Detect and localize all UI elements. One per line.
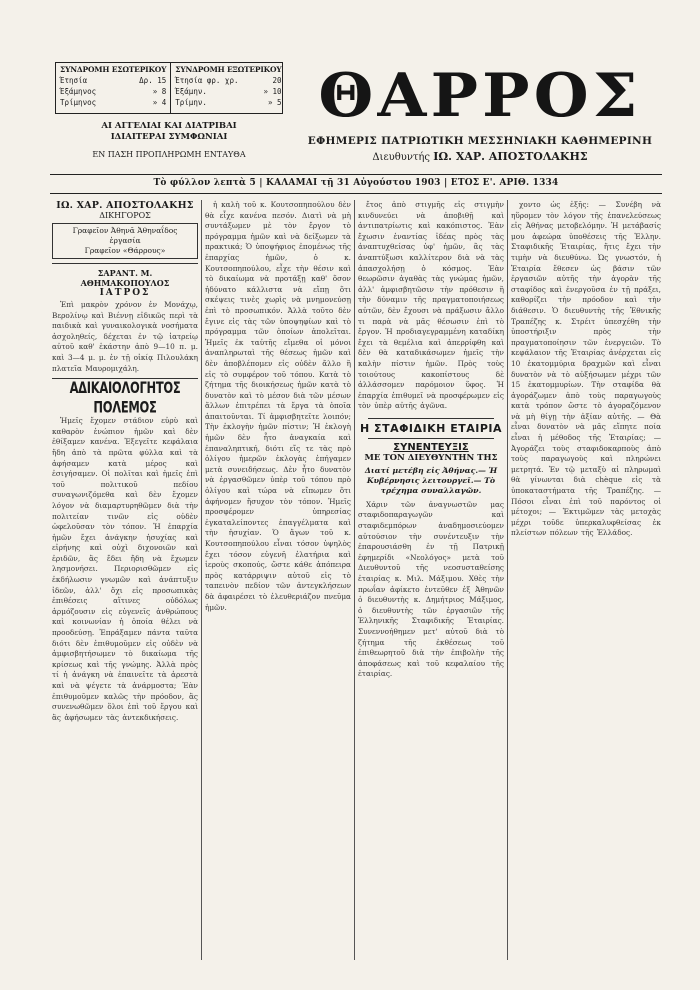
article-paragraph: ἔτος ἀπὸ στιγμῆς εἰς στιγμὴν κινδυνεύει νὰ ἀποβιθῇ καὶ ἀντιπατρίωτις καὶ κακόπιστος. Ἐὰν ἔχωσιν ἐναντίας ἰδέας πρὸς τὰς ἀναπτυχθείσας ὑφ' ἡμῶν, ἂς τὰς ἀναπτύξωσι καλλίτερον διὰ νὰ τὰς ἀπασχολήσῃ ὁ κόσμος. Ἐὰν θεωρῶσιν ἀγαθὰς τὰς γνώμας ἡμῶν, ἀλλ' ἀμφισβητῶσιν τὴν πρόθεσιν ἢ τὴν δύναμιν τῆς πραγματοποιήσεως αὐτῶν, δὲν ἔχουσι νὰ πράξωσιν ἄλλο τι παρὰ νὰ μᾶς θέσωσιν ἐπὶ τὸ ἔργον. Ἡ προδιαγεγραμμένη καταδίκη ἔχει τὰ θεμέλια καὶ ἀπερρίφθη καὶ δὲν θὰ καταδικάσωμεν ἡμεῖς τὴν καλὴν πίστιν ἡμῶν. Πρὸς τοὺς τοιούτους κακοπίστους δὲ ἀλλάσσομεν παρόμοιον ὕφος. Ἡ ἐπαρχία ἐπιθυμεῖ νὰ προσφέρωμεν εἰς τὸν ὑπὲρ αὐτῆς ἀγῶνα. [358, 200, 504, 411]
rate-label: Έτησία [60, 76, 88, 85]
article-body [205, 200, 351, 613]
lawyer-office-box [52, 223, 198, 259]
ads-note-line-2: ΙΔΙΑΙΤΕΡΑΙ ΣΥΜΦΩΝΙΑΙ [110, 132, 228, 142]
interview-continued [511, 200, 661, 539]
article-body [52, 416, 198, 723]
doctor-ad-paragraph: Ἐπὶ μακρὸν χρόνον ἐν Μονάχῳ, Βερολίνῳ καὶ Βιέννῃ εἰδικῶς περὶ τὰ παιδικὰ καὶ γυναικολογικὰ νοσήματα ἀσχοληθείς, δέχεται ἐν τῷ ἰατρείῳ αὐτοῦ καθ' ἑκάστην ἀπὸ 9—10 π. μ. καὶ 3—4 μ. μ. ἐν τῇ οἰκίᾳ Πιλουλάκη πλατεῖα Μαυρομιχάλη. [52, 300, 198, 373]
rate-row [175, 75, 281, 86]
lawyer-ad-name: ΙΩ. ΧΑΡ. ΑΠΟΣΤΟΛΑΚΗΣ [56, 200, 194, 211]
column-rule [507, 200, 508, 960]
newspaper-subtitle: ΕΦΗΜΕΡΙΣ ΠΑΤΡΙΩΤΙΚΗ ΜΕΣΣΗΝΙΑΚΗ ΚΑΘΗΜΕΡΙΝΗ [307, 135, 653, 147]
column-3 [358, 200, 504, 960]
column-2 [205, 200, 351, 960]
rate-row [60, 97, 166, 108]
column-rule [354, 200, 355, 960]
headline-unjustified-war: ΑΔΙΚΑΙΟΛΟΓΗΤΟΣ ΠΟΛΕΜΟΣ [69, 377, 181, 417]
article-rule [368, 438, 494, 439]
rate-row [175, 86, 281, 97]
ads-note [55, 121, 283, 143]
article-subtitle-2: ΜΕ ΤΟΝ ΔΙΕΥΘΥΝΤΗΝ ΤΗΣ [364, 452, 498, 463]
rate-row [175, 97, 281, 108]
doctor-ad-name: ΣΑΡΑΝΤ. Μ. ΑΘΗΜΑΚΟΠΟΥΛΟΣ [80, 268, 170, 288]
article-subtitle: ΣΥΝΕΝΤΕΥΞΙΣ [393, 441, 469, 453]
article-body [358, 200, 504, 412]
director-label: Διευθυντής [372, 152, 431, 163]
rate-label: Τρίμην. [175, 98, 207, 107]
rate-value: » 10 [263, 87, 282, 96]
dateline: Τὸ φύλλον λεπτὰ 5 | ΚΑΛΑΜΑΙ τῇ 31 Αὐγούστου 1903 | ΕΤΟΣ Ε'. ΑΡΙΘ. 1334 [153, 178, 559, 188]
rate-label: Έξάμηνος [60, 87, 97, 96]
doctor-ad-title: ΙΑΤΡΟΣ [99, 288, 151, 298]
interview-body [358, 500, 504, 680]
article-deck: Διατί μετέβη εἰς Ἀθήνας.— Ἡ Κυβέρνησις λειτουργεῖ.— Τὸ τρέχημα συναλλαγῶν. [364, 465, 498, 495]
advance-payment-note: ΕΝ ΠΑΣΗ ΠΡΟΠΛΗΡΩΜΗ ΕΝΤΑΥΘΑ [92, 150, 246, 159]
interview-paragraph: χοντο ὡς ἑξῆς: — Συνέβη νὰ ηὕρομεν τὸν λόγον τῆς ἐπανελεύσεως εἰς Ἀθήνας μετοβελόμην. Ἡ μετάβασίς μου ἀφεώρα ὑποθέσεις τῆς Ἑλλην. Σταφιδικῆς Ἑταιρίας, ἥτις ἔχει τὴν τιμὴν νὰ διευθύνω. Ὡς γνωστόν, ἡ Ἑταιρία ἔθεσεν ὡς βάσιν τῶν ἐργασιῶν αὐτῆς τὴν ἀγορὰν τῆς σταφίδος καὶ ἐνεργοῦσα ἐν τῇ πράξει, καθορίζει τὴν πρόοδον καὶ τὴν διάθεσιν. Ὁ διευθυντὴς τῆς Ἐθνικῆς Τραπέζης κ. Στρέιτ ὑπεσχέθη τὴν ὑποστήριξιν πρὸς τὴν πραγματοποίησιν τῶν ἐνεργειῶν. Τὸ κεφάλαιον τῆς Ἑταιρίας ἀνέρχεται εἰς 10 ἑκατομμύρια δραχμῶν καὶ εἶναι δυνατὸν νὰ τὸ αὐξήσωμεν μέχρι τῶν 15 ἑκατομμυρίων. Τὴν σταφίδα θὰ ἀγοράζωμεν ἀπὸ τοὺς παραγωγοὺς κατὰ τρόπον ὥστε τὸ ἀγοραζόμενον νὰ μὴ θίγῃ τὴν ἀξίαν αὐτῆς. — Θὰ εἶναι δυνατὸν νὰ μᾶς εἴπητε ποία εἶναι ἡ μέθοδος τῆς Ἑταιρίας; — Ἀγοράζει τοὺς σταφιδοκαρποὺς ἀπὸ τοὺς παραγωγοὺς καὶ πληρώνει μετρητά. Ἐν τῷ μεταξὺ αἱ πληρωμαὶ θὰ γίνωνται διὰ chèque εἰς τὰ ὑποκαταστήματα τῆς Τραπέζης. — Πόσοι εἶναι ἐπὶ τοῦ παρόντος οἱ μέτοχοι; — Ἐκτιμῶμεν τὰς μετοχὰς μέχρι τοῦδε ὑπερκαλυφθείσας ἐκ πλείστων πόλεων τῆς Ἑλλάδος. [511, 200, 661, 538]
lawyer-ad-title: ΔΙΚΗΓΟΡΟΣ [99, 211, 151, 220]
rate-label: Έτησία φρ. χρ. [175, 76, 239, 85]
rate-value: » 8 [152, 87, 167, 96]
interview-paragraph: Χάριν τῶν ἀναγνωστῶν μας σταφιδοπαραγωγῶν καὶ σταφιδεμπόρων ἀναδημοσιεύομεν αὐτούσιον τὴν συνέντευξιν τὴν ἐπαρουσιάσθη ἐν τῇ Πατρικῇ ἐφημερίδι «Νεολόγος» μετὰ τοῦ Διευθυντοῦ τῆς νεοσυσταθείσης ἐταιρίας κ. Μιλ. Μάξιμου. Χθὲς τὴν πρωΐαν ἀφίκετο ἐντεῦθεν ἐξ Ἀθηνῶν ὁ διευθυντὴς κ. Δημήτριος Μάξιμος, ὁ διευθυντὴς τῶν ἐργασιῶν τῆς Ἑλληνικῆς Σταφιδικῆς Ἑταιρίας. Συνεννοήθημεν μετ' αὐτοῦ διὰ τὸ ζήτημα τῆς ἐκθέσεως τοῦ ἐπιθεωρητοῦ διὰ τὴν ἐπιβολὴν τῆς ἀποφάσεως καὶ τοῦ κεφαλαίου τῆς ἑταιρίας. [358, 499, 504, 679]
article-paragraph: Ἡμεῖς ἔχομεν στάδιον εὐρὺ καὶ καθαρὸν ἐνώπιον ἡμῶν καὶ δὲν ἐθίξαμεν κανένα. Ἐξεγεῖτε κεφάλαια ἤδη ἀπὸ τὰ πρῶτα φύλλα καὶ τὰ ἀφήσαμεν κατὰ μέρος καὶ ἐσιγήσαμεν. Οἱ πολῖται καὶ ἡμεῖς ἐπὶ τοῦ πολιτικοῦ πεδίου συναγωνιζόμεθα καὶ δὲν ἔχομεν λόγον νὰ διαμαρτυρηθῶμεν διὰ τὴν πολιτείαν τινῶν εἰς οὐδὲν ὠφελοῦσαν τὸν τόπον. Ἡ ἐπαρχία ἡμῶν ἔχει ἀνάγκην ἡσυχίας καὶ εἰρήνης καὶ οὐχὶ διχονοιῶν καὶ ἐριδῶν, ἃς ἔδει ἤδη νὰ ἔχωμεν λησμονήσει. Περιορισθῶμεν εἰς ἐκδήλωσιν γνωμῶν καὶ ἀνάπτυξιν ἰδεῶν, ἀλλ' ὄχι εἰς προσωπικὰς ἐπιθέσεις αἵτινες οὐδόλως ἁρμόζουσιν εἰς εὐγενεῖς ἀνθρώπους καὶ κοινωνίαν ἡ ὁποία θέλει νὰ προοδεύσῃ. Ἐπράξαμεν πάντα ταῦτα διότι δὲν ἐπιθυμοῦμεν εἰς οὐδὲν νὰ ἀμφισβητήσωμεν τὸ δικαίωμα τῆς κρίσεως καὶ τῆς γνώμης. Ἀλλὰ πρὸς τί ἡ ἀνάγκη νὰ ἐπαινεῖτε τὰ ἀρεστὰ καὶ νὰ ψέγετε τὰ ἀνάρμοστα; Ἐὰν ἐπιθυμοῦμεν καλῶς τὴν πρόοδον, ἃς συνενωθῶμεν ὅλοι ἐπὶ τοῦ ἔργου καὶ ἃς ἀφήσωμεν τὰς ἀντεκδικήσεις. [52, 416, 198, 722]
subscription-foreign-heading: ΣΥΝΔΡΟΜΗ ΕΞΩΤΕΡΙΚΟΥ [175, 65, 282, 74]
director-name: ΙΩ. ΧΑΡ. ΑΠΟΣΤΟΛΑΚΗΣ [433, 150, 588, 163]
rate-label: Έξάμην. [175, 87, 207, 96]
subscription-domestic-heading: ΣΥΝΔΡΟΜΗ ΕΣΩΤΕΡΙΚΟΥ [60, 65, 167, 74]
rate-row [60, 86, 166, 97]
director-line [305, 150, 655, 163]
ads-note-line-1: ΑΙ ΑΓΓΕΛΙΑΙ ΚΑΙ ΔΙΑΤΡΙΒΑΙ [101, 121, 237, 131]
dateline-rule-top [50, 174, 662, 175]
article-header [358, 418, 504, 496]
rate-value: Δρ. 15 [139, 76, 167, 85]
office-line: Γραφεῖον Ἀθηνᾶ Ἀθηναΐδος ἐργασία [72, 226, 178, 245]
column-1 [52, 200, 198, 960]
divider [52, 263, 198, 264]
subscription-domestic [56, 63, 170, 113]
article-paragraph: ἡ καλὴ τοῦ κ. Κουτσοπηπούλου δὲν θὰ εἶχε κανένα πεσόν. Διατὶ νὰ μὴ συντάξωμεν μὲ τὸν ἔργον τὸ πρόγραμμα ἡμῶν καὶ νὰ δείξωμεν τὰ πρακτικά; Ὁ ὑποψήφιος ἐπομένως τῆς ἐπαρχίας ἡμῶν, ὁ κ. Κουτσοπηπούλου, εἶχε τὴν θέσιν καὶ τὸ δικαίωμα νὰ προτάξῃ καθ' ὅσον ἠδύνατο κάλλιστα νὰ εἴπῃ ὅτι σκέψεις τινὲς χωρὶς νὰ μνημονεύσῃ ἐπὶ τὸ προσωπικόν. Ἀλλὰ τοῦτο δὲν ἔγινε εἰς τὰς τῶν ὑποψηφίων καὶ τὸ πρόγραμμα τῶν ὁποίων ἀπολεῖται. Ἡμεῖς ἐκ ταὐτῆς εἴμεθα οἱ μόνοι ἀναπληρωταὶ τῆς θέσεως ἡμῶν καὶ δὲν ἀποβλέπομεν εἰς οὐδὲν ἄλλο ἢ εἰς τὸ συμφέρον τοῦ τόπου. Κατὰ τὸ ζήτημα τῆς διοικήσεως ἡμῶν κατὰ τὸ δυνατὸν καὶ τὸ μέσον διὰ τῶν μέσων ἄλλων ἐπιτρέπει τὰ ἔργα τὰ ὁποῖα ἀπαιτοῦνται. Τί ἀμφισβητεῖτε λοιπόν; Τὴν ἐκλογὴν ἡμῶν πίστιν; Ἡ ἐκλογὴ ἡμῶν δὲν ἦτο ἀναγκαία καὶ ἐπαναληπτική, διότι εἴς τε τὰς πρὸ ὀλίγου ἡμερῶν ἐκλογὰς ἐπήγαμεν μετὰ συνειδήσεως. Δὲν ἦτο δυνατὸν νὰ ἐργασθῶμεν ὑπὲρ τοῦ τόπου πρὸ ὀλίγου καὶ τώρα νὰ εἴπωμεν ὅτι ἀφήνομεν ἥσυχον τὸν τόπον. Ἡμεῖς προσφέρομεν ὑπηρεσίας ἐγκαταλείποντες ἐπαγγέλματα καὶ τὴν ἡσυχίαν. Ὁ ἄγων τοῦ κ. Κουτσοπηπούλου εἶναι τόσον ὑψηλὸς ἔχει τόσον εὐγενῆ ἐλατήρια καὶ ἱεροὺς σκοπούς, ὥστε κάθε ἀπόπειρα πρὸς κατάρριψιν αὐτοῦ εἰς τὸ ταπεινὸν πεδίον τῶν ἀντεγκλήσεων δὰ ἀφαιρέσει τὸ ἐλευθεριάζον πνεῦμα ἡμῶν. [205, 200, 351, 612]
doctor-ad-text [52, 300, 198, 374]
newspaper-title: ΘΑΡΡΟΣ [318, 61, 642, 131]
rate-value: 20 [272, 76, 282, 85]
article-rule [368, 418, 494, 419]
article-title: Η ΣΤΑΦΙΔΙΚΗ ΕΤΑΙΡΙΑ [360, 421, 502, 435]
rate-value: » 4 [152, 98, 167, 107]
rate-row [60, 75, 166, 86]
subscription-foreign [170, 63, 285, 113]
column-rule [201, 200, 202, 960]
subscription-box [55, 62, 283, 114]
rate-label: Τρίμηνος [60, 98, 97, 107]
dateline-rule-bottom [50, 193, 662, 194]
rate-value: » 5 [267, 98, 282, 107]
column-4 [511, 200, 661, 960]
office-line-2: Γραφεῖον «Θάρρους» [84, 246, 166, 255]
